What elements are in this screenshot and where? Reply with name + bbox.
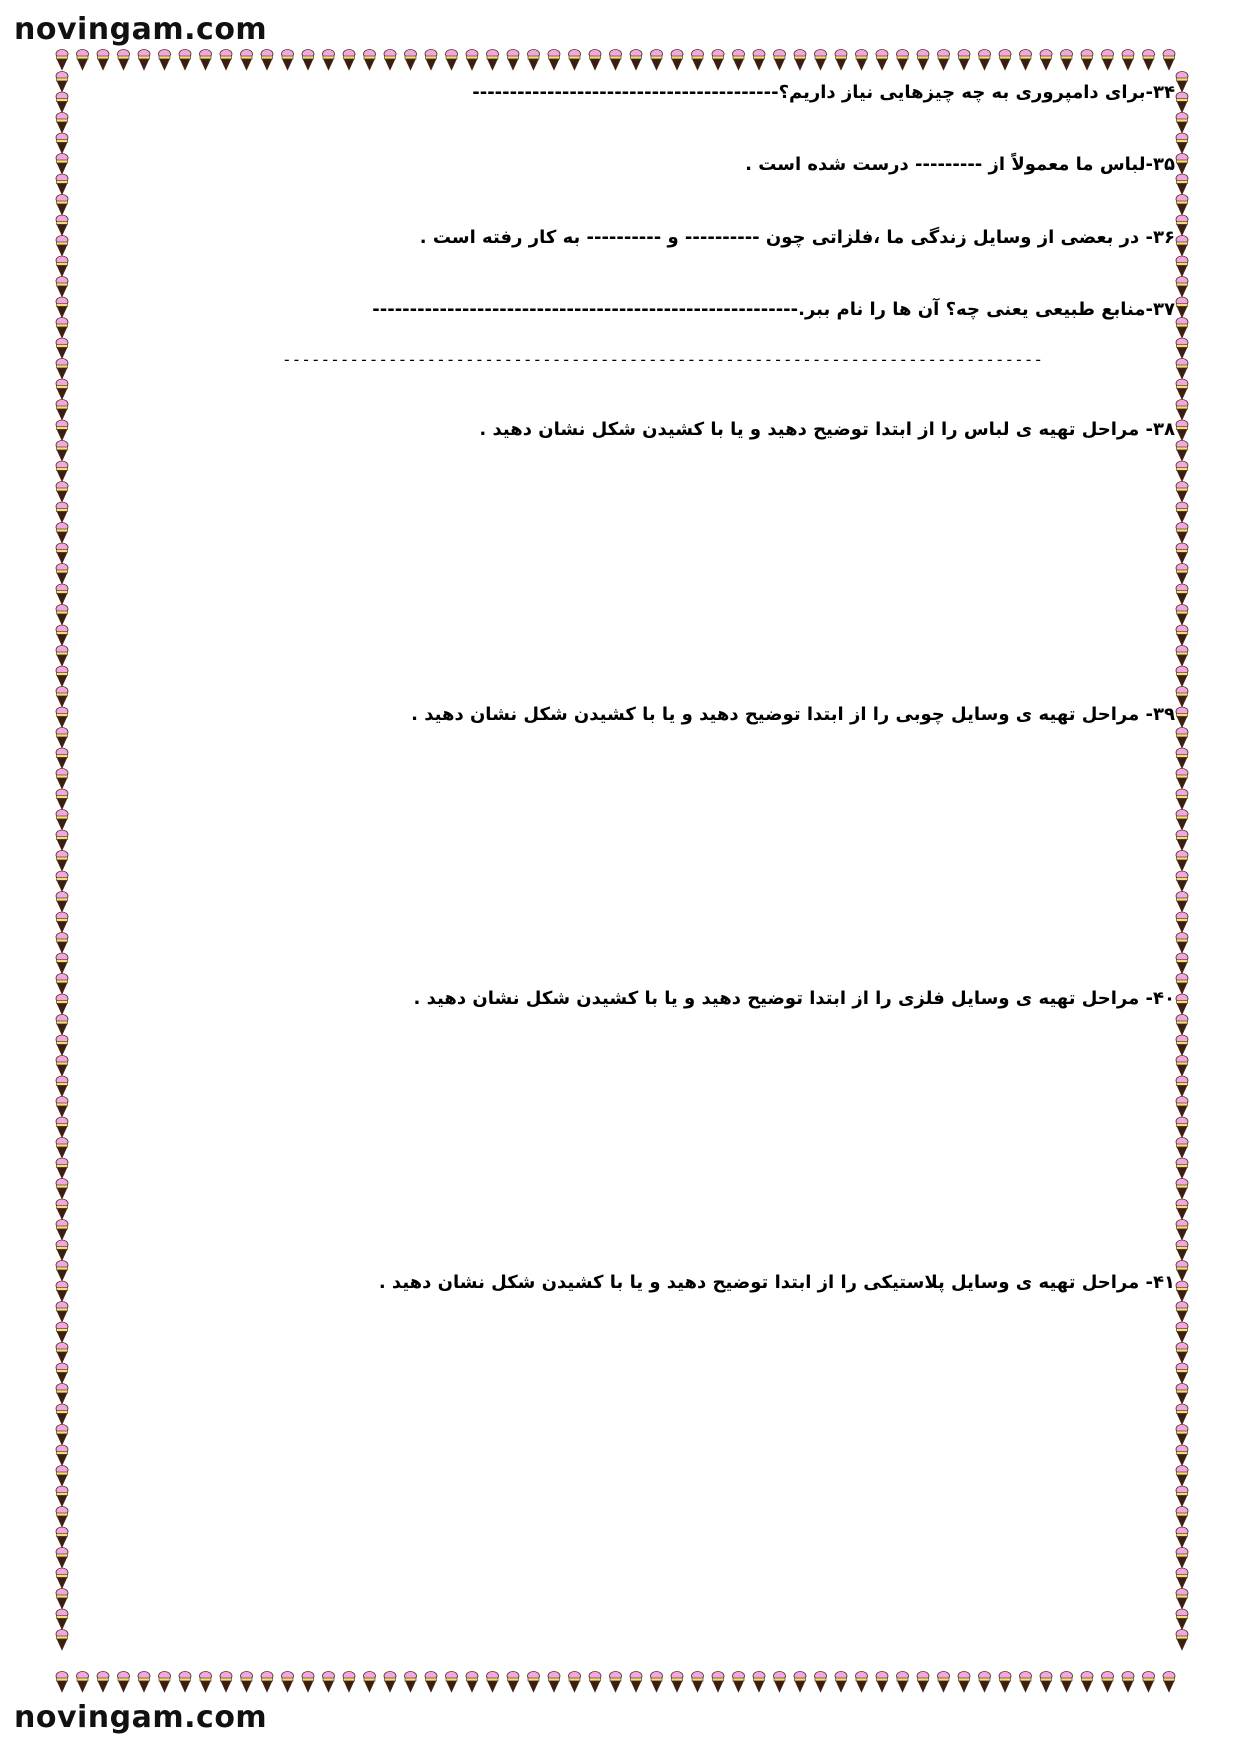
- ice-cream-cone-icon: [56, 1117, 68, 1138]
- ice-cream-cone-icon: [1122, 1672, 1134, 1693]
- ice-cream-cone-icon: [56, 871, 68, 892]
- ice-cream-cone-icon: [179, 50, 191, 71]
- ice-cream-cone-icon: [200, 1672, 212, 1693]
- ice-cream-cone-icon: [364, 50, 376, 71]
- ice-cream-cone-icon: [1176, 1486, 1188, 1507]
- ice-cream-cone-icon: [56, 1076, 68, 1097]
- watermark-bottom: novingam.com: [14, 1700, 268, 1735]
- ice-cream-cone-icon: [302, 1672, 314, 1693]
- ice-cream-cone-icon: [56, 379, 68, 400]
- ice-cream-cone-icon: [835, 50, 847, 71]
- ice-cream-cone-icon: [979, 1672, 991, 1693]
- ice-cream-cone-icon: [1176, 338, 1188, 359]
- ice-cream-cone-icon: [56, 1015, 68, 1036]
- ice-cream-cone-icon: [56, 625, 68, 646]
- ice-cream-cone-icon: [630, 50, 642, 71]
- ice-cream-cone-icon: [77, 1672, 89, 1693]
- ice-cream-cone-icon: [1102, 1672, 1114, 1693]
- ice-cream-cone-icon: [1176, 1076, 1188, 1097]
- ice-cream-cone-icon: [56, 297, 68, 318]
- ice-cream-cone-icon: [56, 1672, 68, 1693]
- ice-cream-cone-icon: [118, 1672, 130, 1693]
- ice-cream-cone-icon: [323, 1672, 335, 1693]
- ice-cream-cone-icon: [979, 50, 991, 71]
- ice-cream-cone-icon: [1176, 748, 1188, 769]
- ice-cream-cone-icon: [56, 748, 68, 769]
- ice-cream-cone-icon: [56, 1425, 68, 1446]
- ice-cream-cone-icon: [1176, 133, 1188, 154]
- ice-cream-cone-icon: [1081, 1672, 1093, 1693]
- ice-cream-cone-icon: [1176, 1527, 1188, 1548]
- ice-cream-cone-icon: [835, 1672, 847, 1693]
- ice-cream-cone-icon: [56, 1220, 68, 1241]
- ice-cream-cone-icon: [1176, 72, 1188, 93]
- ice-cream-cone-icon: [999, 50, 1011, 71]
- ice-cream-cone-icon: [1176, 420, 1188, 441]
- ice-cream-cone-icon: [1176, 1220, 1188, 1241]
- ice-cream-cone-icon: [528, 1672, 540, 1693]
- ice-cream-cone-icon: [56, 50, 68, 71]
- ice-cream-cone-icon: [1040, 1672, 1052, 1693]
- ice-cream-cone-icon: [241, 50, 253, 71]
- ice-cream-cone-icon: [1020, 50, 1032, 71]
- ice-cream-cone-icon: [1176, 318, 1188, 339]
- ice-cream-cone-icon: [712, 1672, 724, 1693]
- ice-cream-cone-icon: [1176, 92, 1188, 113]
- ice-cream-cone-icon: [56, 810, 68, 831]
- ice-cream-cone-icon: [1176, 277, 1188, 298]
- ice-cream-cone-icon: [56, 1507, 68, 1528]
- ice-cream-cone-icon: [56, 1384, 68, 1405]
- ice-cream-cone-icon: [56, 1630, 68, 1651]
- ice-cream-cone-icon: [794, 1672, 806, 1693]
- ice-cream-cone-icon: [56, 523, 68, 544]
- ice-cream-cone-icon: [56, 728, 68, 749]
- ice-cream-cone-icon: [323, 50, 335, 71]
- ice-cream-cone-icon: [56, 236, 68, 257]
- ice-cream-cone-icon: [56, 830, 68, 851]
- ice-cream-cone-icon: [1061, 1672, 1073, 1693]
- ice-cream-cone-icon: [589, 1672, 601, 1693]
- ice-cream-cone-icon: [1176, 174, 1188, 195]
- ice-cream-cone-icon: [405, 50, 417, 71]
- ice-cream-cone-icon: [56, 154, 68, 175]
- ice-cream-cone-icon: [97, 50, 109, 71]
- ice-cream-cone-icon: [487, 50, 499, 71]
- ice-cream-cone-icon: [56, 1056, 68, 1077]
- ice-cream-cone-icon: [56, 789, 68, 810]
- ice-cream-cone-icon: [569, 1672, 581, 1693]
- ice-cream-cone-icon: [1176, 1322, 1188, 1343]
- ice-cream-cone-icon: [1163, 1672, 1175, 1693]
- ice-cream-cone-icon: [487, 1672, 499, 1693]
- ice-cream-cone-icon: [1176, 1609, 1188, 1630]
- ice-cream-cone-icon: [774, 50, 786, 71]
- ice-cream-cone-icon: [1176, 728, 1188, 749]
- answer-line: -------------------------------------------------------------------------------: [282, 350, 1043, 369]
- question-36: ۳۶- در بعضی از وسایل زندگی ما ،فلزاتی چون ---------- و ---------- به کار رفته است .: [419, 227, 1175, 248]
- ice-cream-cone-icon: [56, 113, 68, 134]
- question-39: ۳۹- مراحل تهیه ی وسایل چوبی را از ابتدا توضیح دهید و یا با کشیدن شکل نشان دهید .: [411, 704, 1175, 725]
- ice-cream-cone-icon: [1176, 379, 1188, 400]
- question-34: ۳۴-برای دامپروری به چه چیزهایی نیاز داریم؟-----------------------------------------: [472, 82, 1175, 103]
- ice-cream-cone-icon: [56, 215, 68, 236]
- ice-cream-cone-icon: [220, 50, 232, 71]
- ice-cream-cone-icon: [733, 50, 745, 71]
- ice-cream-cone-icon: [1061, 50, 1073, 71]
- ice-cream-cone-icon: [56, 953, 68, 974]
- ice-cream-cone-icon: [446, 50, 458, 71]
- ice-cream-cone-icon: [610, 1672, 622, 1693]
- ice-cream-cone-icon: [56, 1343, 68, 1364]
- ice-cream-cone-icon: [1176, 1117, 1188, 1138]
- ice-cream-cone-icon: [56, 133, 68, 154]
- ice-cream-cone-icon: [56, 92, 68, 113]
- ice-cream-cone-icon: [1176, 1261, 1188, 1282]
- ice-cream-cone-icon: [733, 1672, 745, 1693]
- ice-cream-cone-icon: [77, 50, 89, 71]
- ice-cream-cone-icon: [1176, 1302, 1188, 1323]
- ice-cream-cone-icon: [1176, 994, 1188, 1015]
- ice-cream-cone-icon: [1176, 1425, 1188, 1446]
- ice-cream-cone-icon: [651, 50, 663, 71]
- ice-cream-cone-icon: [1176, 564, 1188, 585]
- ice-cream-cone-icon: [856, 50, 868, 71]
- ice-cream-cone-icon: [1176, 1281, 1188, 1302]
- ice-cream-cone-icon: [56, 974, 68, 995]
- ice-cream-cone-icon: [56, 1466, 68, 1487]
- ice-cream-cone-icon: [1176, 297, 1188, 318]
- ice-cream-cone-icon: [466, 1672, 478, 1693]
- ice-cream-cone-icon: [507, 50, 519, 71]
- ice-cream-cone-icon: [1143, 1672, 1155, 1693]
- ice-cream-cone-icon: [1176, 441, 1188, 462]
- ice-cream-cone-icon: [1176, 1363, 1188, 1384]
- ice-cream-cone-icon: [56, 584, 68, 605]
- ice-cream-cone-icon: [56, 1445, 68, 1466]
- ice-cream-cone-icon: [261, 50, 273, 71]
- ice-cream-cone-icon: [56, 1281, 68, 1302]
- ice-cream-cone-icon: [56, 1404, 68, 1425]
- ice-cream-cone-icon: [56, 420, 68, 441]
- ice-cream-cone-icon: [97, 1672, 109, 1693]
- question-37: ۳۷-منابع طبیعی یعنی چه؟ آن ها را نام ببر.---------------------------------------------------------: [372, 299, 1175, 320]
- ice-cream-cone-icon: [56, 338, 68, 359]
- ice-cream-cone-icon: [1176, 851, 1188, 872]
- ice-cream-cone-icon: [1176, 1589, 1188, 1610]
- ice-cream-cone-icon: [56, 605, 68, 626]
- ice-cream-cone-icon: [1176, 1015, 1188, 1036]
- ice-cream-cone-icon: [610, 50, 622, 71]
- question-35: ۳۵-لباس ما معمولاً از --------- درست شده است .: [745, 154, 1175, 175]
- ice-cream-cone-icon: [876, 50, 888, 71]
- ice-cream-cone-icon: [1176, 502, 1188, 523]
- ice-cream-cone-icon: [753, 50, 765, 71]
- ice-cream-cone-icon: [56, 707, 68, 728]
- ice-cream-cone-icon: [56, 1097, 68, 1118]
- ice-cream-cone-icon: [405, 1672, 417, 1693]
- ice-cream-cone-icon: [159, 1672, 171, 1693]
- ice-cream-cone-icon: [1176, 256, 1188, 277]
- ice-cream-cone-icon: [282, 50, 294, 71]
- ice-cream-cone-icon: [1176, 953, 1188, 974]
- ice-cream-cone-icon: [56, 72, 68, 93]
- ice-cream-cone-icon: [794, 50, 806, 71]
- ice-cream-cone-icon: [1176, 154, 1188, 175]
- ice-cream-cone-icon: [1176, 892, 1188, 913]
- ice-cream-cone-icon: [1176, 1630, 1188, 1651]
- ice-cream-cone-icon: [815, 50, 827, 71]
- ice-cream-cone-icon: [425, 1672, 437, 1693]
- ice-cream-cone-icon: [159, 50, 171, 71]
- ice-cream-cone-icon: [958, 1672, 970, 1693]
- ice-cream-cone-icon: [1176, 707, 1188, 728]
- ice-cream-cone-icon: [1176, 605, 1188, 626]
- ice-cream-cone-icon: [856, 1672, 868, 1693]
- ice-cream-cone-icon: [712, 50, 724, 71]
- ice-cream-cone-icon: [56, 1179, 68, 1200]
- ice-cream-cone-icon: [589, 50, 601, 71]
- ice-cream-cone-icon: [1176, 236, 1188, 257]
- ice-cream-cone-icon: [630, 1672, 642, 1693]
- ice-cream-cone-icon: [507, 1672, 519, 1693]
- ice-cream-cone-icon: [56, 400, 68, 421]
- ice-cream-cone-icon: [1143, 50, 1155, 71]
- ice-cream-cone-icon: [384, 50, 396, 71]
- ice-cream-cone-icon: [56, 195, 68, 216]
- ice-cream-cone-icon: [200, 50, 212, 71]
- ice-cream-cone-icon: [1176, 1035, 1188, 1056]
- ice-cream-cone-icon: [1176, 482, 1188, 503]
- question-40: ۴۰- مراحل تهیه ی وسایل فلزی را از ابتدا توضیح دهید و یا با کشیدن شکل نشان دهید .: [413, 988, 1175, 1009]
- ice-cream-cone-icon: [56, 1158, 68, 1179]
- ice-cream-cone-icon: [1176, 461, 1188, 482]
- ice-cream-cone-icon: [56, 359, 68, 380]
- ice-cream-cone-icon: [56, 1138, 68, 1159]
- ice-cream-cone-icon: [671, 1672, 683, 1693]
- ice-cream-cone-icon: [302, 50, 314, 71]
- ice-cream-cone-icon: [425, 50, 437, 71]
- ice-cream-cone-icon: [999, 1672, 1011, 1693]
- ice-cream-cone-icon: [56, 1240, 68, 1261]
- ice-cream-cone-icon: [1176, 1445, 1188, 1466]
- ice-cream-cone-icon: [384, 1672, 396, 1693]
- ice-cream-cone-icon: [1102, 50, 1114, 71]
- ice-cream-cone-icon: [1176, 584, 1188, 605]
- ice-cream-cone-icon: [56, 256, 68, 277]
- ice-cream-cone-icon: [1176, 1466, 1188, 1487]
- ice-cream-cone-icon: [753, 1672, 765, 1693]
- ice-cream-cone-icon: [774, 1672, 786, 1693]
- ice-cream-cone-icon: [1176, 871, 1188, 892]
- ice-cream-cone-icon: [364, 1672, 376, 1693]
- ice-cream-cone-icon: [1163, 50, 1175, 71]
- ice-cream-cone-icon: [876, 1672, 888, 1693]
- ice-cream-cone-icon: [917, 50, 929, 71]
- ice-cream-cone-icon: [528, 50, 540, 71]
- ice-cream-cone-icon: [56, 277, 68, 298]
- ice-cream-cone-icon: [1081, 50, 1093, 71]
- ice-cream-cone-icon: [651, 1672, 663, 1693]
- ice-cream-cone-icon: [138, 1672, 150, 1693]
- ice-cream-cone-icon: [56, 851, 68, 872]
- ice-cream-cone-icon: [56, 1302, 68, 1323]
- ice-cream-cone-icon: [897, 1672, 909, 1693]
- ice-cream-cone-icon: [1176, 1138, 1188, 1159]
- ice-cream-cone-icon: [1176, 1507, 1188, 1528]
- ice-cream-cone-icon: [671, 50, 683, 71]
- ice-cream-cone-icon: [1176, 1179, 1188, 1200]
- ice-cream-cone-icon: [1176, 830, 1188, 851]
- ice-cream-cone-icon: [1176, 974, 1188, 995]
- ice-cream-cone-icon: [1176, 646, 1188, 667]
- ice-cream-cone-icon: [138, 50, 150, 71]
- ice-cream-cone-icon: [56, 1548, 68, 1569]
- ice-cream-cone-icon: [446, 1672, 458, 1693]
- ice-cream-cone-icon: [343, 1672, 355, 1693]
- ice-cream-cone-icon: [56, 1527, 68, 1548]
- ice-cream-cone-icon: [1176, 400, 1188, 421]
- ice-cream-cone-icon: [282, 1672, 294, 1693]
- ice-cream-cone-icon: [56, 1609, 68, 1630]
- ice-cream-cone-icon: [56, 502, 68, 523]
- ice-cream-cone-icon: [56, 1363, 68, 1384]
- ice-cream-cone-icon: [1176, 1240, 1188, 1261]
- ice-cream-cone-icon: [56, 646, 68, 667]
- ice-cream-cone-icon: [1020, 1672, 1032, 1693]
- ice-cream-cone-icon: [938, 1672, 950, 1693]
- ice-cream-cone-icon: [56, 482, 68, 503]
- ice-cream-cone-icon: [1176, 912, 1188, 933]
- ice-cream-cone-icon: [1176, 666, 1188, 687]
- ice-cream-cone-icon: [1176, 1548, 1188, 1569]
- ice-cream-cone-icon: [692, 50, 704, 71]
- ice-cream-cone-icon: [1176, 1568, 1188, 1589]
- ice-cream-cone-icon: [917, 1672, 929, 1693]
- ice-cream-cone-icon: [56, 564, 68, 585]
- ice-cream-cone-icon: [56, 1322, 68, 1343]
- ice-cream-cone-icon: [548, 50, 560, 71]
- ice-cream-cone-icon: [1176, 1158, 1188, 1179]
- ice-cream-cone-icon: [56, 687, 68, 708]
- ice-cream-cone-icon: [56, 1035, 68, 1056]
- ice-cream-cone-icon: [179, 1672, 191, 1693]
- ice-cream-cone-icon: [1176, 1384, 1188, 1405]
- ice-cream-cone-icon: [1176, 1404, 1188, 1425]
- ice-cream-cone-icon: [56, 933, 68, 954]
- ice-cream-cone-icon: [56, 912, 68, 933]
- ice-cream-cone-icon: [1176, 1199, 1188, 1220]
- ice-cream-cone-icon: [569, 50, 581, 71]
- ice-cream-cone-icon: [56, 174, 68, 195]
- ice-cream-cone-icon: [958, 50, 970, 71]
- ice-cream-cone-icon: [1176, 195, 1188, 216]
- ice-cream-cone-icon: [1040, 50, 1052, 71]
- ice-cream-cone-icon: [1176, 1097, 1188, 1118]
- ice-cream-cone-icon: [261, 1672, 273, 1693]
- ice-cream-cone-icon: [1176, 933, 1188, 954]
- ice-cream-cone-icon: [343, 50, 355, 71]
- ice-cream-cone-icon: [56, 1486, 68, 1507]
- ice-cream-cone-icon: [1176, 810, 1188, 831]
- ice-cream-cone-icon: [56, 1261, 68, 1282]
- ice-cream-cone-icon: [1176, 625, 1188, 646]
- ice-cream-cone-icon: [56, 1199, 68, 1220]
- ice-cream-cone-icon: [466, 50, 478, 71]
- ice-cream-cone-icon: [1176, 543, 1188, 564]
- ice-cream-cone-icon: [815, 1672, 827, 1693]
- ice-cream-cone-icon: [118, 50, 130, 71]
- ice-cream-cone-icon: [56, 892, 68, 913]
- ice-cream-cone-icon: [56, 318, 68, 339]
- ice-cream-cone-icon: [1122, 50, 1134, 71]
- ice-cream-cone-icon: [56, 666, 68, 687]
- ice-cream-cone-icon: [56, 441, 68, 462]
- question-38: ۳۸- مراحل تهیه ی لباس را از ابتدا توضیح دهید و یا با کشیدن شکل نشان دهید .: [479, 419, 1175, 440]
- ice-cream-cone-icon: [56, 1568, 68, 1589]
- ice-cream-cone-icon: [692, 1672, 704, 1693]
- watermark-top: novingam.com: [14, 12, 268, 47]
- ice-cream-cone-icon: [897, 50, 909, 71]
- ice-cream-cone-icon: [56, 1589, 68, 1610]
- question-41: ۴۱- مراحل تهیه ی وسایل پلاستیکی را از ابتدا توضیح دهید و یا با کشیدن شکل نشان دهید .: [378, 1272, 1175, 1293]
- ice-cream-cone-icon: [1176, 359, 1188, 380]
- ice-cream-cone-icon: [1176, 687, 1188, 708]
- ice-cream-cone-icon: [241, 1672, 253, 1693]
- ice-cream-cone-icon: [1176, 215, 1188, 236]
- ice-cream-cone-icon: [1176, 789, 1188, 810]
- ice-cream-cone-icon: [938, 50, 950, 71]
- ice-cream-cone-icon: [56, 461, 68, 482]
- ice-cream-cone-icon: [548, 1672, 560, 1693]
- ice-cream-cone-icon: [1176, 523, 1188, 544]
- ice-cream-cone-icon: [56, 543, 68, 564]
- ice-cream-cone-icon: [1176, 769, 1188, 790]
- ice-cream-cone-icon: [220, 1672, 232, 1693]
- ice-cream-cone-icon: [1176, 113, 1188, 134]
- ice-cream-cone-icon: [56, 769, 68, 790]
- ice-cream-cone-icon: [1176, 1056, 1188, 1077]
- ice-cream-cone-icon: [56, 994, 68, 1015]
- ice-cream-cone-icon: [1176, 1343, 1188, 1364]
